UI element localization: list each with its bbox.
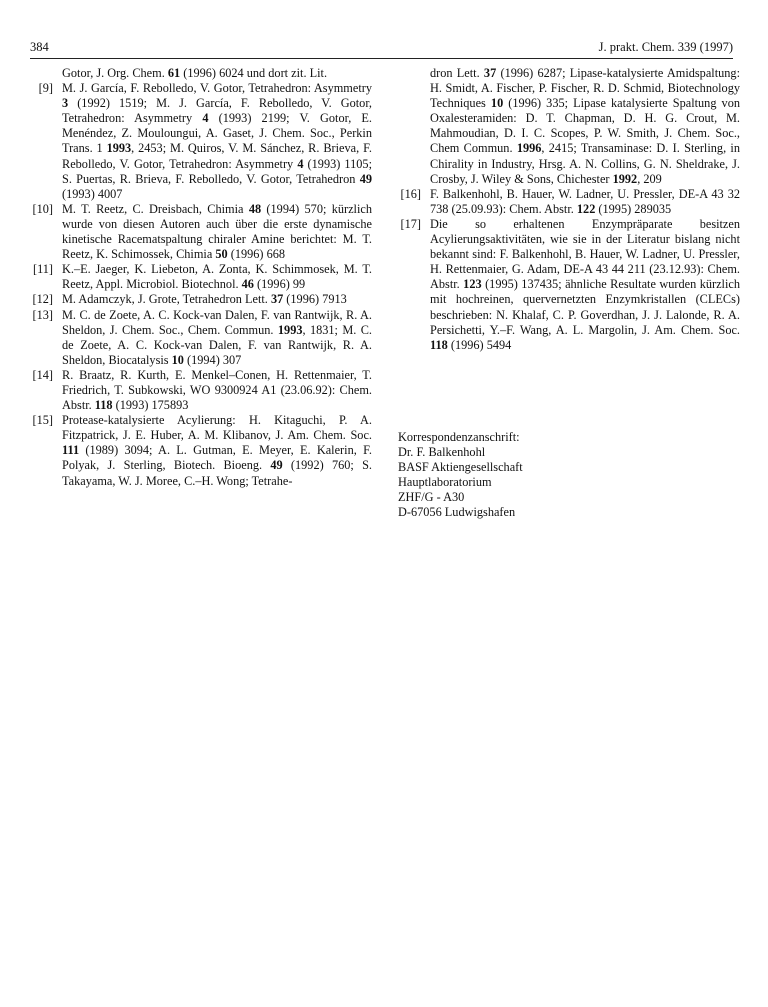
reference-number: [12]	[32, 292, 53, 307]
reference-item	[30, 262, 372, 292]
volume-number: 10	[490, 96, 504, 111]
volume-number: 122	[576, 201, 596, 216]
correspondence-address	[398, 430, 698, 521]
reference-list	[30, 81, 372, 489]
reference-text: M. Adamczyk, J. Grote, Tetrahedron Lett. 37 (1996) 7913	[62, 292, 347, 307]
address-line: Korrespondenzanschrift:	[398, 430, 520, 444]
volume-number: 1996	[516, 141, 542, 156]
volume-number: 4	[297, 156, 304, 171]
volume-number: 46	[241, 277, 254, 292]
volume-number: 4	[202, 111, 209, 126]
volume-number: 61	[167, 66, 181, 80]
volume-number: 111	[62, 443, 80, 458]
volume-number: 10	[171, 352, 184, 367]
volume-number: 118	[430, 337, 448, 352]
reference-text: M. J. García, F. Rebolledo, V. Gotor, Tetrahedron: Asymmetry 3 (1992) 1519; M. J. García, F. Rebolledo, V. Gotor, Tetrahedron: Asymmetry 4 (1993) 2199; V. Gotor, E. Menéndez, Z. Mouloungui, A. Gaset, J. Chem. Soc., Perkin Trans. 1 1993, 2453; M. Quiros, V. M. Sánchez, R. Brieva, F. Rebolledo, V. Gotor, Tetrahedron: Asymmetry 4 (1993) 1105; S. Puertas, R. Brieva, F. Rebolledo, V. Gotor, Tetrahedron 49 (1993) 4007	[62, 81, 373, 201]
reference-number: [15]	[32, 413, 53, 428]
reference-text: K.–E. Jaeger, K. Liebeton, A. Zonta, K. Schimmosek, M. T. Reetz, Appl. Microbiol. Biotechnol. 46 (1996) 99	[62, 262, 372, 292]
volume-number: 37	[270, 292, 284, 307]
reference-list	[398, 187, 740, 353]
reference-number: [14]	[32, 367, 53, 382]
page-header	[30, 40, 733, 59]
right-column	[398, 66, 740, 353]
reference-item	[30, 368, 372, 413]
journal-citation: J. prakt. Chem. 339 (1997)	[598, 40, 733, 54]
reference-continuation: dron Lett. 37 (1996) 6287; Lipase-katalysierte Amidspaltung: H. Smidt, A. Fischer, P. Fischer, R. D. Schmid, Biotechnology Techniques 10 (1996) 335; Lipase katalysierte Spaltung von Oxalesteramiden: D. T. Chapman, D. H. G. Crout, M. Mahmoudian, D. I. C. Scopes, P. W. Smith, J. Chem. Soc., Chem Commun. 1996, 2415; Transaminase: D. I. Sterling, in Chirality in Industry, Hrsg. A. N. Collins, G. N. Sheldrake, J. Crosby, J. Wiley & Sons, Chichester 1992, 209	[430, 66, 740, 186]
reference-text: Protease-katalysierte Acylierung: H. Kitaguchi, P. A. Fitzpatrick, J. E. Huber, A. M. Klibanov, J. Am. Chem. Soc. 111 (1989) 3094; A. L. Gutman, E. Meyer, E. Kalerin, F. Polyak, J. Sterling, Biotech. Bioeng. 49 (1992) 760; S. Takayama, W. J. Moree, C.–H. Wong; Tetrahe-	[62, 413, 372, 488]
address-line: ZHF/G - A30	[398, 490, 465, 505]
reference-continuation: Gotor, J. Org. Chem. 61 (1996) 6024 und dort zit. Lit.	[62, 66, 328, 80]
reference-number: [16]	[400, 186, 421, 201]
reference-text: Die so erhaltenen Enzympräparate besitzen Acylierungsaktivitäten, wie sie in der Literatur bislang nicht bekannt sind: F. Balkenhohl, B. Hauer, W. Ladner, U. Pressler, H. Rettenmaier, G. Adam, DE-A 43 44 211 (23.12.93): Chem. Abstr. 123 (1995) 137435; ähnliche Resultate wurden kürzlich mit hochreinen, quervernetzten Enzymkristallen (CLECs) beschrieben: N. Khalaf, C. P. Goverdhan, J. J. Lalonde, R. A. Persichetti, Y.–F. Wang, A. L. Margolin, J. Am. Chem. Soc. 118 (1996) 5494	[430, 216, 740, 352]
reference-text: R. Braatz, R. Kurth, E. Menkel–Conen, H. Rettenmaier, T. Friedrich, T. Subkowski, WO 9300924 A1 (23.06.92): Chem. Abstr. 118 (1993) 175893	[62, 367, 372, 413]
left-column	[30, 66, 372, 489]
reference-text: F. Balkenhohl, B. Hauer, W. Ladner, U. Pressler, DE-A 43 32 738 (25.09.93): Chem. Abstr. 122 (1995) 289035	[430, 186, 740, 216]
volume-number: 123	[463, 277, 482, 292]
reference-number: [11]	[32, 262, 53, 277]
reference-item	[30, 292, 372, 307]
reference-item	[30, 81, 372, 202]
page-number: 384	[30, 40, 49, 54]
address-line: Dr. F. Balkenhohl	[398, 445, 486, 460]
address-line: BASF Aktiengesellschaft	[398, 460, 523, 475]
reference-item	[398, 217, 740, 353]
volume-number: 1993	[277, 322, 303, 337]
volume-number: 118	[94, 398, 113, 413]
volume-number: 3	[62, 96, 69, 111]
reference-item	[30, 308, 372, 368]
reference-item	[30, 202, 372, 262]
reference-number: [9]	[38, 81, 53, 96]
reference-item	[398, 187, 740, 217]
volume-number: 50	[215, 247, 228, 262]
address-line: Hauptlaboratorium	[398, 475, 492, 490]
reference-number: [10]	[32, 201, 53, 216]
volume-number: 37	[483, 66, 497, 80]
volume-number: 49	[270, 458, 283, 473]
reference-text: M. T. Reetz, C. Dreisbach, Chimia 48 (1994) 570; kürzlich wurde von diesen Autoren auch über die erste dynamische kinetische Racematspaltung chiraler Amine berichtet: M. T. Reetz, K. Schimossek, Chimia 50 (1996) 668	[62, 201, 372, 262]
address-line: D-67056 Ludwigshafen	[398, 505, 516, 520]
volume-number: 1992	[612, 171, 638, 186]
volume-number: 49	[359, 171, 372, 186]
reference-number: [17]	[400, 216, 421, 231]
reference-number: [13]	[32, 307, 53, 322]
reference-item	[30, 413, 372, 488]
volume-number: 1993	[106, 141, 132, 156]
volume-number: 48	[248, 201, 262, 216]
reference-text: M. C. de Zoete, A. C. Kock-van Dalen, F. van Rantwijk, R. A. Sheldon, J. Chem. Soc., Chem. Commun. 1993, 1831; M. C. de Zoete, A. C. Kock-van Dalen, F. van Rantwijk, R. A. Sheldon, Biocatalysis 10 (1994) 307	[62, 307, 373, 367]
